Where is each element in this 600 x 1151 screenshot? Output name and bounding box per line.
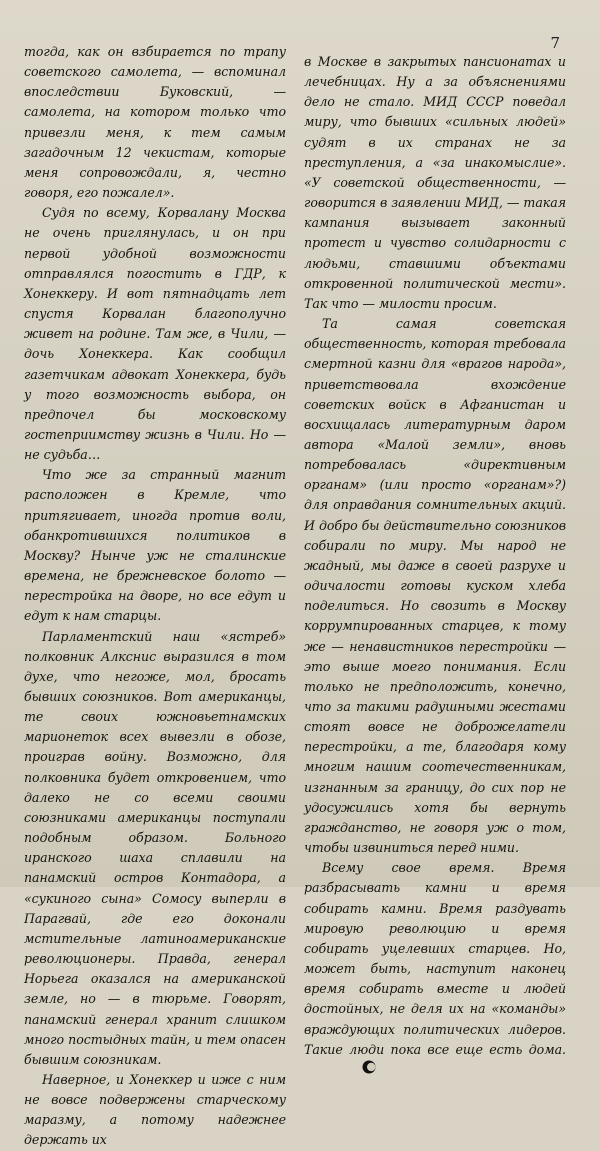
left-paragraph-2: Судя по всему, Корвалану Москва не очень приглянулась, и он при первой удобной возможности отправлялся погостить в ГДР, к Хонеккеру. И вот пятнадцать лет спустя Корвалан благополучно живет на родине. Там же, в Чили, — дочь Хонеккера. Как сообщил газетчикам адвокат Хонеккера, будь у того возможность выбора, он предпочел бы московскому гостеприимству жизнь в Чили. Но — не судьба… xyxy=(24,205,286,463)
left-paragraph-3: Что же за странный магнит расположен в Кремле, что притягивает, иногда против воли, обанкротившихся политиков в Москву? Нынче уж не сталинские времена, не брежневское болото — перестройка на дворе, но все едут и едут к нам старцы. xyxy=(24,467,286,624)
left-paragraph-4: Парламентский наш «ястреб» полковник Алкснис выразился в том духе, что негоже, мол, бросать бывших союзников. Вот американцы, те своих южновьетнамских марионеток всех вывезли в обозе, проиграв войну. Возможно, для полковника будет откровением, что далеко не со всеми своими союзниками американцы поступали подобным образом. Больного иранского шаха сплавили на панамский остров Контадора, а «сукиного сына» Сомосу выперли в Парагвай, где его доконали мстительные латиноамериканские революционеры. Правда, генерал Норьега оказался на американской земле, но — в тюрьме. Говорят, панамский генерал хранит слишком много постыдных тайн, и тем опасен бывшим союзникам. xyxy=(24,628,286,1067)
left-paragraph-5: Наверное, и Хонеккер и иже с ним не вовсе подвержены старческому маразму, а потому надежнее держать их xyxy=(24,1071,286,1148)
right-paragraph-1: в Москве в закрытых пансионатах и лечебницах. Ну а за объяснениями дело не стало. МИД СССР поведал миру, что бывших «сильных людей» судят в их странах не за преступления, а «за инакомыслие». «У советской общественности, — говорится в заявлении МИД, — такая кампания вызывает законный протест и чувство солидарности с людьми, ставшими объектами откровенной политической мести». Так что — милости просим. xyxy=(304,54,566,311)
left-paragraph-1: тогда, как он взбирается по трапу советского самолета, — вспоминал впоследствии Буковский, — самолета, на котором только что привезли меня, к тем самым загадочным 12 чекистам, которые меня сопровождали, я, честно говоря, его пожалел». xyxy=(24,44,286,201)
crescent-end-mark-icon xyxy=(344,1060,376,1080)
right-paragraph-3-text: Всему свое время. Время разбрасывать камни и время собирать камни. Время раздувать мировую революцию и время собирать уцелевших старцев. Но, может быть, наступит наконец время собирать вместе и людей достойных, не деля их на «команды» враждующих политических лидеров. Такие люди пока все еще есть дома. xyxy=(304,860,566,1057)
page-number: 7 xyxy=(550,34,560,52)
right-paragraph-3 xyxy=(304,858,566,1080)
right-paragraph-2: Та самая советская общественность, которая требовала смертной казни для «врагов народа», приветствовала вхождение советских войск в Афганистан и восхищалась литературным даром автора «Малой земли», вновь потребовалась «директивным органам» (или просто «органам»?) для оправдания сомнительных акций. И добро бы действительно союзников собирали по миру. Мы народ не жадный, мы даже в своей разрухе и одичалости готовы куском хлеба поделиться. Но свозить в Москву коррумпированных старцев, к тому же — ненавистников перестройки — это выше моего понимания. Если только не предположить, конечно, что за такими радушными жестами стоят вовсе не доброжелатели перестройки, а те, благодаря кому многим нашим соотечественникам, изгнанным за границу, до сих пор не удосужились хотя бы вернуть гражданство, не говоря уж о том, чтобы извиниться перед ними. xyxy=(304,316,566,856)
left-column xyxy=(24,42,286,1151)
right-column xyxy=(304,52,566,1080)
